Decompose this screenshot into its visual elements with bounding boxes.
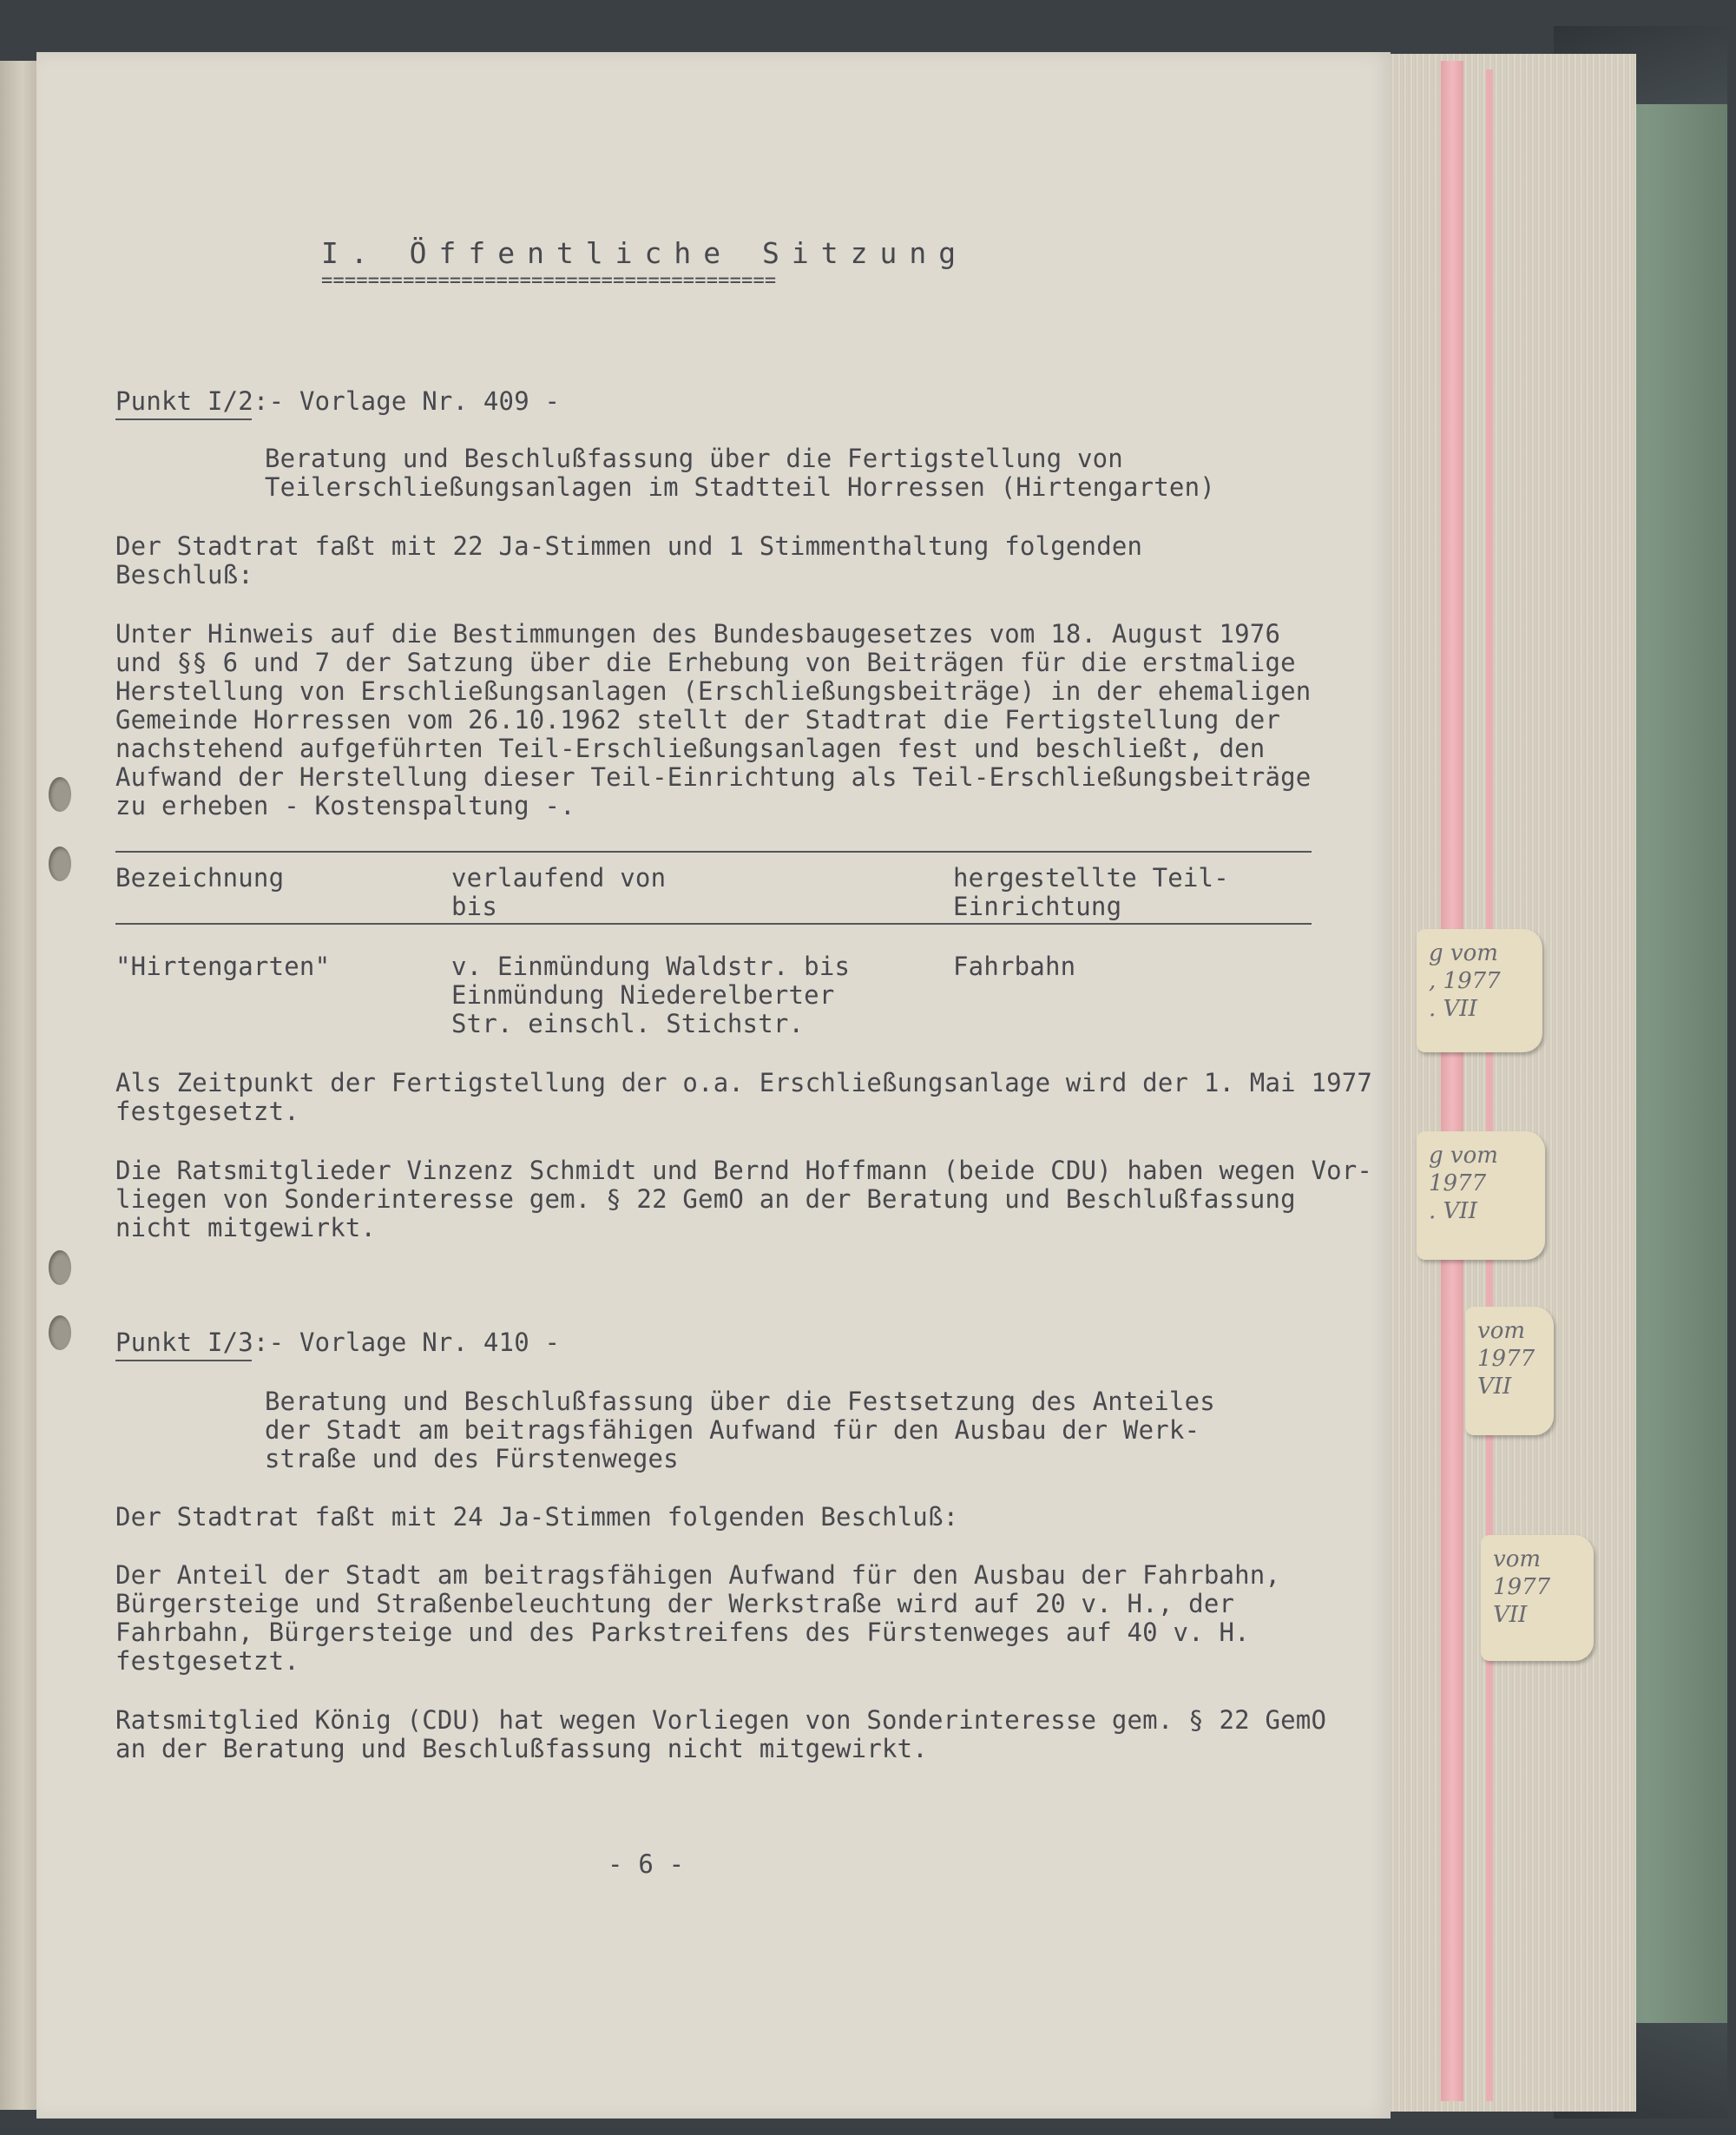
item3-body-line: Bürgersteige und Straßenbeleuchtung der Werkstraße wird auf 20 v. H., der [115,1589,1235,1618]
item2-vote-line: Der Stadtrat faßt mit 22 Ja-Stimmen und 1 Stimmenthaltung folgenden [115,531,1143,561]
index-tab-text: . VII [1429,996,1477,1022]
index-tab-text: VII [1493,1602,1528,1628]
punch-hole [49,847,71,881]
item3-label-underline [115,1360,252,1361]
item3-label: Punkt I/3: [115,1328,269,1357]
item3-vote: Der Stadtrat faßt mit 24 Ja-Stimmen folgenden Beschluß: [115,1502,959,1532]
index-tab[interactable] [1417,1131,1545,1260]
table-header-verlauf-bis: bis [451,892,497,921]
page-heading: I. Öffentliche Sitzung [321,236,969,270]
item2-recusal-line: liegen von Sonderinteresse gem. § 22 GemO an der Beratung und Beschlußfassung [115,1184,1296,1214]
item2-recusal-line: Die Ratsmitglieder Vinzenz Schmidt und Bernd Hoffmann (beide CDU) haben wegen Vor- [115,1156,1373,1185]
index-tab[interactable] [1481,1535,1594,1661]
table-header-rule [115,923,1312,925]
punch-hole [49,1315,71,1350]
table-header-bezeichnung: Bezeichnung [115,863,285,893]
table-cell-route: Einmündung Niederelberter [451,980,835,1010]
page-stack-edges [1389,54,1636,2112]
table-header-einrichtung: Einrichtung [953,892,1122,921]
previous-page-edge [0,61,36,2110]
item3-body-line: Fahrbahn, Bürgersteige und des Parkstreifens des Fürstenweges auf 40 v. H. [115,1618,1250,1647]
item3-subject-line: straße und des Fürstenweges [265,1444,679,1473]
table-top-rule [115,851,1312,853]
table-header-verlauf: verlaufend von [451,863,667,893]
item3-vorlage: - Vorlage Nr. 410 - [253,1328,561,1357]
item2-body-line: nachstehend aufgeführten Teil-Erschließungsanlagen fest und beschließt, den [115,734,1266,763]
pink-page-edge [1441,61,1463,2101]
punch-hole [49,777,71,812]
item2-subject-line: Teilerschließungsanlagen im Stadtteil Horressen (Hirtengarten) [265,472,1215,502]
heading-underline: ======================================= [321,270,777,292]
item2-label: Punkt I/2: [115,386,269,416]
index-tab-text: VII [1477,1374,1512,1400]
table-header-einrichtung: hergestellte Teil- [953,863,1229,893]
item3-subject-line: der Stadt am beitragsfähigen Aufwand für den Ausbau der Werk- [265,1415,1200,1445]
index-tab-text: , 1977 [1429,968,1501,994]
index-tab-text: . VII [1429,1198,1477,1224]
item3-recusal-line: Ratsmitglied König (CDU) hat wegen Vorliegen von Sonderinteresse gem. § 22 GemO [115,1705,1327,1735]
item2-body-line: Gemeinde Horressen vom 26.10.1962 stellt der Stadtrat die Fertigstellung der [115,705,1281,735]
table-cell-route: Str. einschl. Stichstr. [451,1009,805,1038]
page-number: - 6 - [608,1849,685,1879]
item2-body-line: Herstellung von Erschließungsanlagen (Erschließungsbeiträge) in der ehemaligen [115,676,1312,706]
item2-body-line: Aufwand der Herstellung dieser Teil-Einrichtung als Teil-Erschließungsbeiträge [115,762,1312,792]
table-cell-route: v. Einmündung Waldstr. bis [451,952,851,981]
item3-subject-line: Beratung und Beschlußfassung über die Festsetzung des Anteiles [265,1387,1215,1416]
index-tab-text: 1977 [1477,1346,1535,1372]
index-tab-text: vom [1477,1318,1525,1344]
item2-vorlage: - Vorlage Nr. 409 - [253,386,561,416]
item2-body-line: und §§ 6 und 7 der Satzung über die Erhebung von Beiträgen für die erstmalige [115,648,1296,677]
item2-body-line: zu erheben - Kostenspaltung -. [115,791,575,820]
item2-completion-line: festgesetzt. [115,1097,299,1126]
index-tab-text: 1977 [1429,1170,1487,1196]
index-tab[interactable] [1417,929,1542,1052]
item2-vote-line: Beschluß: [115,560,253,590]
item3-body-line: Der Anteil der Stadt am beitragsfähigen Aufwand für den Ausbau der Fahrbahn, [115,1560,1281,1590]
pink-page-edge-thin [1486,69,1493,2101]
index-tab-text: g vom [1429,940,1498,966]
item2-body-line: Unter Hinweis auf die Bestimmungen des Bundesbaugesetzes vom 18. August 1976 [115,619,1281,649]
index-tab-text: g vom [1429,1143,1498,1169]
punch-hole [49,1250,71,1285]
item3-body-line: festgesetzt. [115,1646,299,1676]
item2-recusal-line: nicht mitgewirkt. [115,1213,377,1242]
table-cell-name: "Hirtengarten" [115,952,331,981]
item2-subject-line: Beratung und Beschlußfassung über die Fertigstellung von [265,444,1123,473]
item2-label-underline [115,418,252,420]
item3-recusal-line: an der Beratung und Beschlußfassung nicht mitgewirkt. [115,1734,928,1763]
index-tab[interactable] [1465,1307,1554,1435]
item2-completion-line: Als Zeitpunkt der Fertigstellung der o.a. Erschließungsanlage wird der 1. Mai 1977 [115,1068,1373,1097]
index-tab-text: vom [1493,1546,1541,1572]
index-tab-text: 1977 [1493,1574,1551,1600]
table-cell-facility: Fahrbahn [953,952,1076,981]
